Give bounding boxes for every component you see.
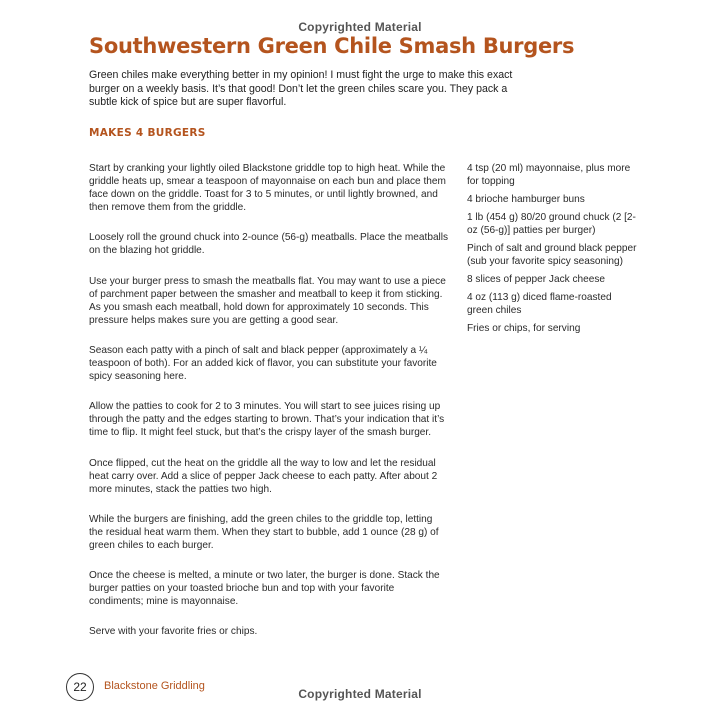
recipe-intro: Green chiles make everything better in my opinion! I must fight the urge to make this exact burger on a weekly basis. It’s that good! Don’t let the green chiles scare you. They pack a subtle kick of spice but are super flavorful.: [89, 69, 513, 108]
book-title: Blackstone Griddling: [104, 680, 205, 692]
ingredient-item: 4 brioche hamburger buns: [467, 194, 585, 205]
ingredients-list: [467, 162, 637, 340]
instruction-step: Once the cheese is melted, a minute or two later, the burger is done. Stack the burger patties on your toasted brioche bun and top with your favorite condiments; mine is mayonnaise.: [89, 570, 440, 608]
ingredient-item: 8 slices of pepper Jack cheese: [467, 274, 606, 285]
ingredient-item: Pinch of salt and ground black pepper (sub your favorite spicy seasoning): [467, 243, 637, 267]
ingredient-item: Fries or chips, for serving: [467, 323, 581, 334]
instruction-step: While the burgers are finishing, add the green chiles to the griddle top, letting the residual heat warm them. When they start to bubble, add 1 ounce (28 g) of green chiles to each burger.: [89, 513, 439, 551]
instruction-step: Loosely roll the ground chuck into 2-ounce (56-g) meatballs. Place the meatballs on the blazing hot griddle.: [89, 232, 449, 257]
watermark-bottom: Copyrighted Material: [298, 687, 422, 701]
instruction-step: Use your burger press to smash the meatballs flat. You may want to use a piece of parchment paper between the smasher and meatball to keep it from sticking. As you smash each meatball, hold down for approximately 10 seconds. This pressure helps makes sure you are getting a good sear.: [89, 275, 446, 326]
ingredient-item: 4 tsp (20 ml) mayonnaise, plus more for topping: [467, 163, 631, 187]
instruction-step: Season each patty with a pinch of salt and black pepper (approximately a ¼ teaspoon of both). For an added kick of flavor, you can substitute your favorite spicy seasoning here.: [89, 344, 437, 383]
instructions: [89, 162, 449, 655]
ingredient-item: 1 lb (454 g) 80/20 ground chuck (2 [2-oz (56-g)] patties per burger): [467, 212, 636, 236]
recipe-title: Southwestern Green Chile Smash Burgers: [89, 34, 575, 58]
instruction-step: Allow the patties to cook for 2 to 3 minutes. You will start to see juices rising up through the patty and the edges starting to brown. That’s your indication that it’s time to flip. It might feel stuck, but that’s the crispy layer of the smash burger.: [89, 401, 445, 439]
instruction-step: Start by cranking your lightly oiled Blackstone griddle top to high heat. While the griddle heats up, smear a teaspoon of mayonnaise on each bun and place them face down on the griddle. Toast for 3 to 5 minutes, or until lightly browned, and then remove them from the griddle.: [89, 163, 446, 214]
instruction-step: Serve with your favorite fries or chips.: [89, 626, 258, 638]
ingredient-item: 4 oz (113 g) diced flame-roasted green chiles: [467, 292, 612, 316]
page-number: 22: [66, 673, 94, 701]
watermark-top: Copyrighted Material: [298, 20, 422, 34]
recipe-yield: MAKES 4 BURGERS: [89, 127, 206, 139]
instruction-step: Once flipped, cut the heat on the griddle all the way to low and let the residual heat carry over. Add a slice of pepper Jack cheese to each patty. After about 2 more minutes, stack the patties two high.: [89, 457, 438, 495]
